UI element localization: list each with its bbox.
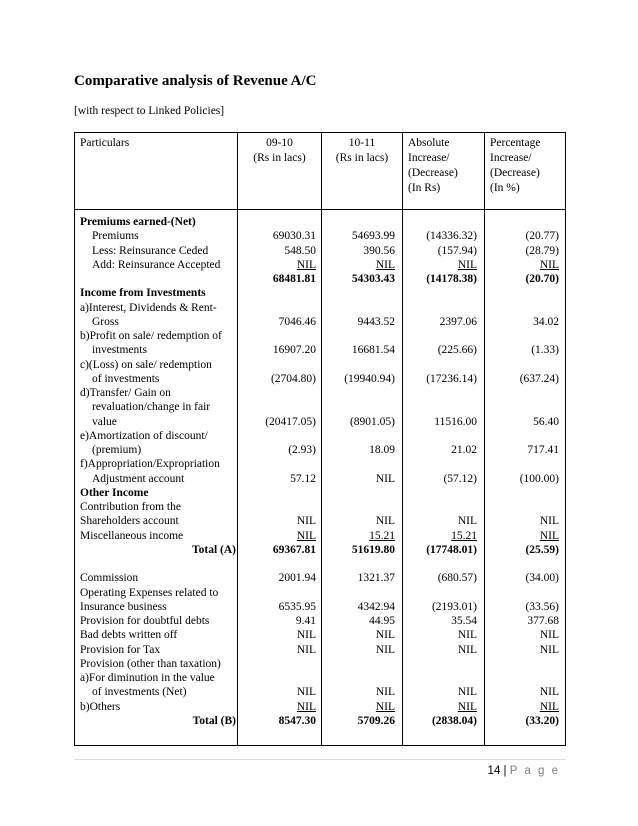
- row-label: value: [92, 415, 117, 428]
- row-value: (157.94): [437, 244, 477, 257]
- row-label: investments: [92, 344, 147, 357]
- row-value: 57.12: [290, 472, 316, 485]
- row-value: NIL: [457, 258, 477, 271]
- header-percentage: [490, 136, 540, 196]
- header-particulars: Particulars: [80, 137, 130, 149]
- row-value: NIL: [296, 529, 316, 542]
- row-label: Shareholders account: [80, 515, 179, 528]
- table-row: [75, 714, 565, 728]
- header-absolute-line: (In Rs): [408, 182, 441, 194]
- row-value: 21.02: [451, 444, 477, 456]
- table-row: [75, 415, 565, 429]
- row-value: 390.56: [363, 244, 395, 257]
- row-value: (33.56): [525, 600, 559, 613]
- row-value: NIL: [539, 258, 559, 271]
- row-label: b)Profit on sale/ redemption of: [80, 330, 222, 342]
- row-value: 56.40: [533, 415, 559, 428]
- row-label: Add: Reinsurance Accepted: [92, 258, 221, 271]
- table-row: [75, 500, 565, 514]
- header-percentage-line: (Decrease): [490, 167, 540, 179]
- row-value: (25.59): [525, 543, 559, 556]
- row-value: NIL: [539, 700, 559, 713]
- table-row: [75, 358, 565, 372]
- table-row: [75, 643, 565, 657]
- row-value: NIL: [296, 258, 316, 271]
- table-row: [75, 457, 565, 471]
- footer-rule: [74, 759, 566, 760]
- row-value: (225.66): [437, 344, 477, 357]
- row-value: (17236.14): [426, 372, 477, 385]
- row-value: (20417.05): [265, 415, 316, 428]
- header-col-0910: [238, 136, 321, 166]
- row-value: NIL: [375, 515, 395, 528]
- row-value: 2001.94: [278, 572, 316, 585]
- header-divider: [75, 209, 565, 210]
- row-label: (premium): [92, 444, 142, 456]
- header-col-1011: [322, 136, 402, 166]
- table-row: [75, 657, 565, 671]
- table-row: [75, 614, 565, 628]
- header-percentage-line: (In %): [490, 182, 520, 194]
- header-absolute-line: (Decrease): [408, 167, 458, 179]
- row-value: NIL: [375, 643, 395, 656]
- row-value: (19940.94): [344, 372, 395, 385]
- row-value: 51619.80: [351, 543, 395, 556]
- page-word: P a g e: [509, 765, 560, 777]
- header-absolute-line: Absolute: [408, 137, 450, 149]
- row-label: Insurance business: [80, 600, 167, 613]
- row-value: (2838.04): [431, 714, 477, 727]
- row-value: (20.70): [525, 273, 559, 285]
- row-value: 18.09: [369, 444, 395, 456]
- row-label: Miscellaneous income: [80, 529, 184, 542]
- row-value: (14336.32): [426, 230, 477, 243]
- table-row: [75, 343, 565, 357]
- row-value: 54303.43: [351, 273, 395, 285]
- revenue-table: [74, 132, 566, 746]
- row-value: 34.02: [533, 315, 559, 328]
- table-row: [75, 443, 565, 457]
- row-value: NIL: [539, 629, 559, 642]
- table-row: [75, 600, 565, 614]
- row-label: c)(Loss) on sale/ redemption: [80, 358, 212, 371]
- row-value: 44.95: [369, 615, 395, 627]
- header-percentage-line: Percentage: [490, 137, 541, 149]
- row-value: 9.41: [295, 615, 316, 627]
- table-row: [75, 543, 565, 557]
- row-value: (20.77): [525, 230, 559, 243]
- table-row: [75, 272, 565, 286]
- row-value: NIL: [375, 629, 395, 642]
- row-value: NIL: [375, 258, 395, 271]
- row-value: (34.00): [525, 572, 559, 585]
- row-value: 4342.94: [357, 600, 395, 613]
- footer-separator: |: [503, 765, 507, 777]
- table-row: [75, 571, 565, 585]
- document-subtitle: [with respect to Linked Policies]: [74, 105, 225, 117]
- row-value: (2193.01): [431, 600, 477, 613]
- row-label: d)Transfer/ Gain on: [80, 387, 171, 399]
- row-value: 9443.52: [357, 315, 395, 328]
- table-row: [75, 215, 565, 229]
- row-label: of investments (Net): [92, 686, 187, 699]
- row-value: NIL: [539, 643, 559, 656]
- row-value: NIL: [457, 643, 477, 656]
- row-value: NIL: [296, 643, 316, 656]
- row-label: Bad debts written off: [80, 629, 178, 642]
- row-value: 5709.26: [357, 714, 395, 727]
- row-value: 717.41: [527, 444, 559, 456]
- table-row: [75, 671, 565, 685]
- table-row: [75, 301, 565, 315]
- row-value: 69030.31: [272, 230, 316, 243]
- row-value: 54693.99: [351, 230, 395, 243]
- row-label: Total (A): [192, 543, 236, 556]
- row-value: NIL: [375, 472, 395, 485]
- row-label: Operating Expenses related to: [80, 586, 219, 599]
- table-row: [75, 557, 565, 571]
- page-number: 14: [487, 765, 501, 777]
- header-absolute-line: Increase/: [408, 152, 450, 164]
- row-label: Gross: [92, 315, 119, 328]
- row-value: 6535.95: [278, 600, 316, 613]
- row-label: of investments: [92, 372, 160, 385]
- table-row: [75, 514, 565, 528]
- row-value: 15.21: [369, 529, 395, 542]
- row-value: NIL: [539, 515, 559, 528]
- row-value: 68481.81: [272, 273, 316, 285]
- row-value: NIL: [296, 686, 316, 699]
- table-row: [75, 700, 565, 714]
- row-label: Provision for doubtful debts: [80, 615, 210, 627]
- row-label: Contribution from the: [80, 501, 181, 513]
- row-label: Premiums earned-(Net): [80, 216, 196, 228]
- row-value: NIL: [457, 700, 477, 713]
- row-value: (8901.05): [349, 415, 395, 428]
- row-value: NIL: [457, 515, 477, 528]
- row-value: NIL: [296, 700, 316, 713]
- row-label: Other Income: [80, 486, 149, 499]
- table-row: [75, 400, 565, 414]
- row-value: 7046.46: [278, 315, 316, 328]
- header-col-0910-unit: (Rs in lacs): [253, 152, 306, 164]
- row-label: Income from Investments: [80, 287, 206, 300]
- table-row: [75, 586, 565, 600]
- row-label: Adjustment account: [92, 472, 185, 485]
- row-value: 548.50: [284, 244, 316, 257]
- table-row: [75, 685, 565, 699]
- row-value: NIL: [539, 529, 559, 542]
- row-value: (17748.01): [426, 543, 477, 556]
- header-absolute: [408, 136, 458, 196]
- row-value: (57.12): [443, 472, 477, 485]
- table-row: [75, 315, 565, 329]
- header-percentage-line: Increase/: [490, 152, 532, 164]
- table-row: [75, 244, 565, 258]
- row-value: NIL: [375, 700, 395, 713]
- table-row: [75, 286, 565, 300]
- header-col-1011-unit: (Rs in lacs): [335, 152, 389, 164]
- row-value: (33.20): [525, 714, 559, 727]
- row-label: Less: Reinsurance Ceded: [92, 244, 209, 257]
- row-value: NIL: [457, 686, 477, 699]
- table-row: [75, 372, 565, 386]
- row-value: (2704.80): [270, 372, 316, 385]
- table-row: [75, 529, 565, 543]
- table-row: [75, 258, 565, 272]
- table-row: [75, 229, 565, 243]
- table-row: [75, 486, 565, 500]
- table-row: [75, 472, 565, 486]
- row-value: (14178.38): [426, 273, 477, 285]
- row-value: 16907.20: [272, 344, 316, 357]
- row-value: 69367.81: [272, 543, 316, 556]
- table-row: [75, 429, 565, 443]
- row-value: (2.93): [288, 444, 316, 456]
- row-label: f)Appropriation/Expropriation: [80, 458, 220, 471]
- row-label: Provision for Tax: [80, 643, 161, 656]
- row-value: NIL: [296, 515, 316, 528]
- row-value: NIL: [375, 686, 395, 699]
- table-row: [75, 329, 565, 343]
- header-col-0910-year: 09-10: [266, 137, 293, 149]
- document-title: Comparative analysis of Revenue A/C: [74, 73, 317, 89]
- row-value: (637.24): [519, 372, 559, 385]
- row-label: Total (B): [192, 714, 236, 727]
- row-value: 35.54: [451, 615, 477, 627]
- row-label: Provision (other than taxation): [80, 657, 221, 670]
- row-value: 8547.30: [278, 714, 316, 727]
- row-label: a)Interest, Dividends & Rent-: [80, 301, 217, 314]
- row-label: Commission: [80, 572, 139, 585]
- row-label: a)For diminution in the value: [80, 672, 215, 684]
- row-label: e)Amortization of discount/: [80, 429, 208, 442]
- row-value: 1321.37: [357, 572, 395, 585]
- row-value: 15.21: [451, 529, 477, 542]
- row-value: NIL: [539, 686, 559, 699]
- row-value: 11516.00: [434, 415, 477, 428]
- header-col-1011-year: 10-11: [348, 137, 376, 149]
- page-footer: [488, 765, 560, 777]
- row-value: NIL: [457, 629, 477, 642]
- row-value: 16681.54: [351, 344, 395, 357]
- row-label: revaluation/change in fair: [92, 401, 211, 414]
- row-value: (680.57): [437, 572, 477, 585]
- row-label: b)Others: [80, 700, 121, 713]
- table-row: [75, 628, 565, 642]
- row-label: Premiums: [92, 230, 139, 243]
- row-value: NIL: [296, 629, 316, 642]
- row-value: (1.33): [531, 344, 559, 357]
- row-value: (28.79): [525, 244, 559, 257]
- row-value: (100.00): [519, 472, 559, 485]
- row-value: 377.68: [527, 615, 559, 627]
- row-value: 2397.06: [439, 315, 477, 328]
- table-row: [75, 386, 565, 400]
